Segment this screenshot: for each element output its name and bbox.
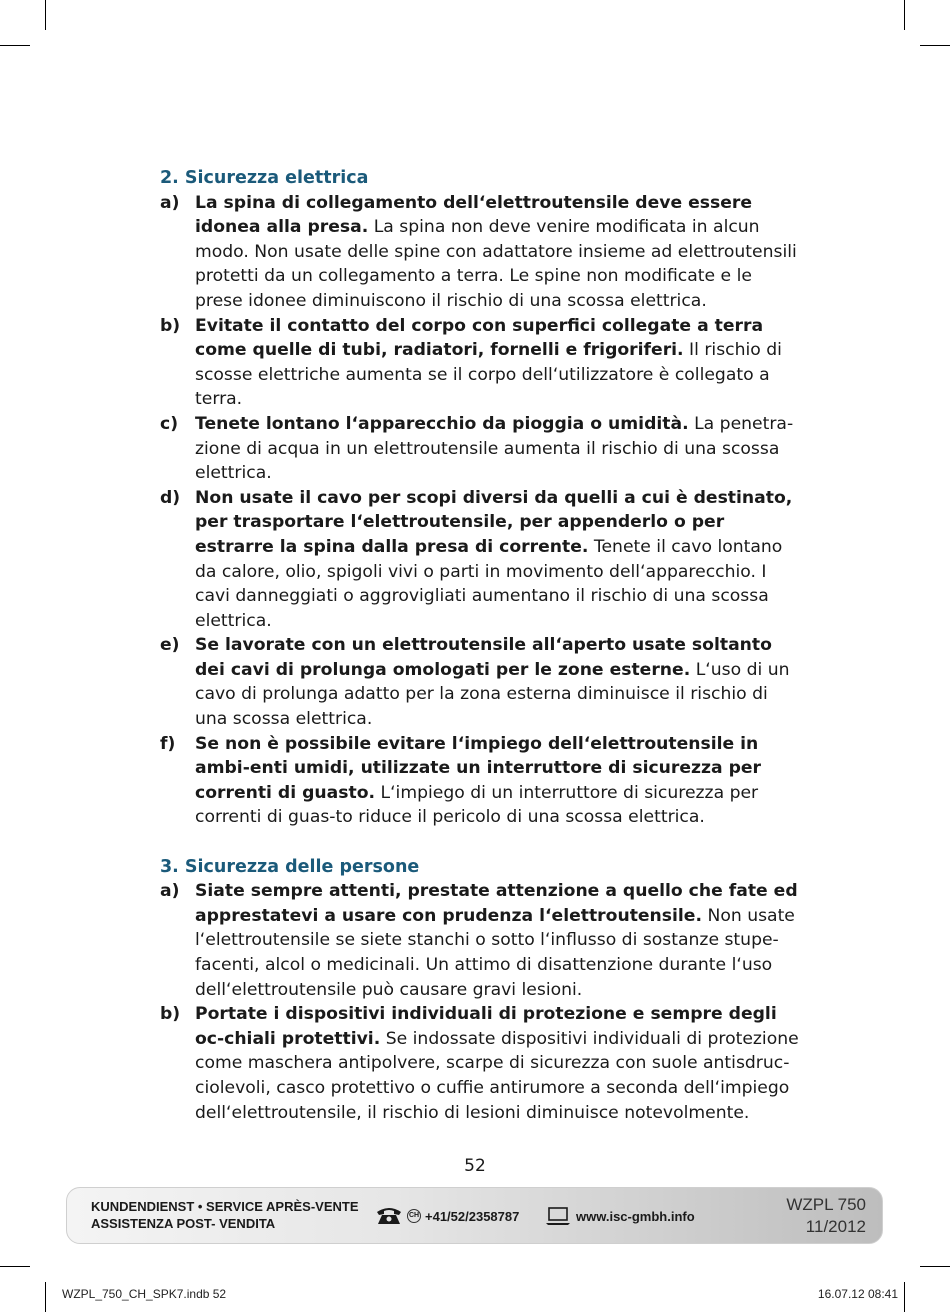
item-bold-lead: Non usate il cavo per scopi diversi da quelli a cui è destinato, per trasportare l‘elettroutensile, per appenderlo o per estrarre la spina dalla presa di corrente. [195, 487, 793, 557]
item-bold-lead: Tenete lontano l‘apparecchio da pioggia o umidità. [195, 413, 689, 434]
phone-number[interactable]: +41/52/2358787 [425, 1208, 520, 1224]
list-item [160, 1002, 800, 1125]
web-contact [545, 1206, 695, 1226]
service-footer [66, 1187, 883, 1244]
crop-mark [920, 45, 950, 46]
main-content [160, 166, 800, 1125]
model-info [786, 1194, 866, 1238]
item-letter: e) [160, 635, 180, 656]
section-title-electrical: 2. Sicurezza elettrica [160, 168, 369, 188]
crop-mark [904, 1282, 905, 1312]
service-line-2: ASSISTENZA POST- VENDITA [91, 1216, 276, 1231]
service-labels [91, 1198, 358, 1232]
section-title-persons: 3. Sicurezza delle persone [160, 856, 420, 877]
list-item [160, 314, 800, 412]
phone-contact [375, 1206, 519, 1226]
item-letter: c) [160, 413, 179, 434]
laptop-icon [545, 1206, 571, 1226]
item-text: Non usate l‘elettroutensile se siete stanchi o sotto l‘influsso di sostanze stupe-facenti, alcol o medicinali. Un attimo di disattenzione durante l‘uso dell‘elettroutensile può causare gravi lesioni. [195, 905, 795, 1000]
website-link[interactable]: www.isc-gmbh.info [576, 1208, 695, 1224]
list-item [160, 879, 800, 1002]
item-text: La spina non deve venire modificata in alcun modo. Non usate delle spine con adattatore insieme ad elettroutensili protetti da un collegamento a terra. Le spine non modificate e le prese idonee diminuiscono il rischio di una scossa elettrica. [195, 217, 797, 311]
list-item [160, 633, 800, 731]
list-item [160, 191, 800, 314]
list-item [160, 412, 800, 486]
item-bold-lead: Siate sempre attenti, prestate attenzione a quello che fate ed apprestatevi a usare con prudenza l‘elettroutensile. [195, 881, 798, 926]
item-text: La penetra-zione di acqua in un elettroutensile aumenta il rischio di una scossa elettrica. [195, 413, 794, 484]
item-text: Tenete il cavo lontano da calore, olio, spigoli vivi o parti in movimento dell‘apparecchio. I cavi danneggiati o aggrovigliati aumentano il rischio di una scossa elettrica. [195, 536, 783, 631]
telephone-icon [375, 1206, 403, 1226]
crop-mark [0, 1266, 30, 1267]
item-letter: a) [160, 192, 180, 213]
list-item [160, 486, 800, 634]
crop-mark [45, 1282, 46, 1312]
item-letter: b) [160, 315, 181, 336]
list-item [160, 732, 800, 830]
crop-mark [904, 0, 905, 30]
ch-badge: CH [407, 1209, 421, 1223]
item-bold-lead: Portate i dispositivi individuali di protezione e sempre degli oc-chiali protettivi. [195, 1004, 777, 1049]
item-letter: d) [160, 487, 181, 508]
crop-mark [0, 45, 30, 46]
page-number: 52 [464, 1156, 486, 1176]
service-line-1: KUNDENDIENST • SERVICE APRÈS-VENTE [91, 1199, 359, 1214]
crop-mark [45, 0, 46, 30]
item-bold-lead: Se non è possibile evitare l‘impiego dell‘elettroutensile in ambi-enti umidi, utilizzate un interruttore di sicurezza per correnti di guasto. [195, 733, 762, 803]
item-text: L‘impiego di un interruttore di sicurezza per correnti di guas-to riduce il pericolo di una scossa elettrica. [195, 782, 759, 828]
model-date: 11/2012 [805, 1217, 866, 1236]
item-text: Il rischio di scosse elettriche aumenta se il corpo dell‘utilizzatore è collegato a terra. [195, 340, 782, 410]
item-bold-lead: Se lavorate con un elettroutensile all‘aperto usate soltanto dei cavi di prolunga omologati per le zone esterne. [195, 635, 772, 680]
item-text: L‘uso di un cavo di prolunga adatto per la zona esterna diminuisce il rischio di una scossa elettrica. [195, 659, 790, 730]
item-text: Se indossate dispositivi individuali di protezione come maschera antipolvere, scarpe di sicurezza con suole antisdruc-ciolevoli, casco protettivo o cuffie antirumore a seconda dell‘impiego dell‘elettroutensile, il rischio di lesioni diminuisce notevolmente. [195, 1028, 799, 1123]
item-bold-lead: Evitate il contatto del corpo con superfici collegate a terra come quelle di tubi, radiatori, fornelli e frigoriferi. [195, 315, 764, 361]
model-number: WZPL 750 [786, 1195, 866, 1214]
print-slug-file: WZPL_750_CH_SPK7.indb 52 [62, 1287, 227, 1301]
crop-mark [920, 1266, 950, 1267]
item-letter: b) [160, 1004, 181, 1025]
print-slug-date: 16.07.12 08:41 [817, 1287, 898, 1301]
item-bold-lead: La spina di collegamento dell‘elettroutensile deve essere idonea alla presa. [195, 192, 753, 238]
section-spacer [160, 830, 800, 855]
item-letter: f) [160, 733, 176, 754]
item-letter: a) [160, 881, 180, 902]
